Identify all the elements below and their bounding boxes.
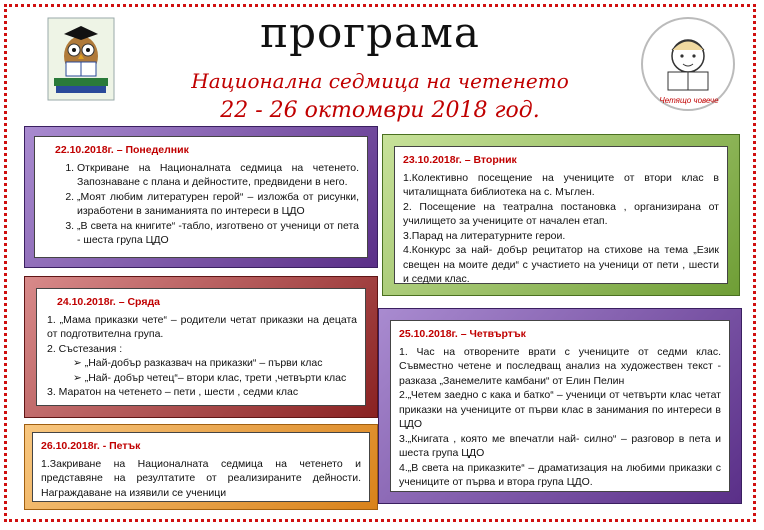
thursday-item: 2.„Четем заедно с кака и батко“ – ученици от четвърти клас четат приказки на учениците от първи клас в занимания по интереси в ЦДО [399,389,721,430]
tuesday-box [382,134,740,296]
wednesday-heading: 24.10.2018г. – Сряда [57,296,160,308]
tuesday-item: 2. Посещение на театрална постановка , организирана от училището за учениците от начален етап. [403,200,719,227]
friday-text: 1.Закриване на Националната седмица на четенето и представяне на резултатите от реализираните дейности. Награждаване на изявили се ученици [41,457,361,499]
tuesday-item: 3.Парад на литературните герои. [403,229,566,242]
wednesday-item: 3. Маратон на четенето – пети , шести , седми клас [47,386,299,398]
page-title: програма [260,8,480,57]
monday-item: 2. „Моят любим литературен герой“ – изложба от рисунки, изработени в заниманията по интереси в ЦДО [77,190,359,219]
owl-books-icon [46,16,116,102]
right-logo-text: Четящо човече [659,96,719,105]
monday-heading: 22.10.2018г. – Понеделник [55,144,189,156]
thursday-heading: 25.10.2018г. – Четвъртък [399,328,526,340]
wednesday-item: 1. „Мама приказки чете“ – родители четат приказки на децата от подготвителна група. [47,313,357,340]
tuesday-item: 1.Колективно посещение на учениците от втори клас в читалищната библиотека на с. Мъглен. [403,171,719,198]
friday-heading: 26.10.2018г. - Петък [41,440,141,452]
wednesday-sub-item: ➢ „Най-добър разказвач на приказки“ – първи клас [73,356,357,371]
wednesday-sub-item: ➢ „Най- добър четец“– втори клас, трети ,четвърти клас [73,371,357,386]
monday-item: 3. „В света на книгите“ -табло, изготвено от ученици от пета - шеста група ЦДО [77,219,359,248]
wednesday-item: 2. Състезания : [47,342,123,355]
thursday-item: 3.„Книгата , която ме впечатли най- силно“ – разговор в пета и шеста група ЦДО [399,432,721,459]
wednesday-box [24,276,378,418]
thursday-item: 1. Час на отворените врати с учениците от седми клас. Съвместно четене и последващ анализ на художествен текст - разказа „Занемелите камбани“ от Елин Пелин [399,345,721,387]
tuesday-heading: 23.10.2018г. – Вторник [403,154,517,166]
thursday-item: 4.„В света на приказките“ – драматизация на любими приказки с учениците от първа и втора група ЦДО. [399,461,721,488]
monday-box [24,126,378,268]
thursday-box [378,308,742,504]
tuesday-item: 4.Конкурс за най- добър рецитатор на стихове на тема „Език свещен на моите деди“ с участието на ученици от пети , шести и седми клас. [403,244,719,285]
monday-item: 1. Откриване на Националната седмица на четенето. Запознаване с плана и дейностите, предвидени в него. [77,161,359,190]
subtitle-line1: Национална седмица на четенето [191,69,569,93]
friday-box [24,424,378,510]
subtitle [170,66,590,126]
subtitle-line2: 22 - 26 октомври 2018 год. [220,98,540,123]
